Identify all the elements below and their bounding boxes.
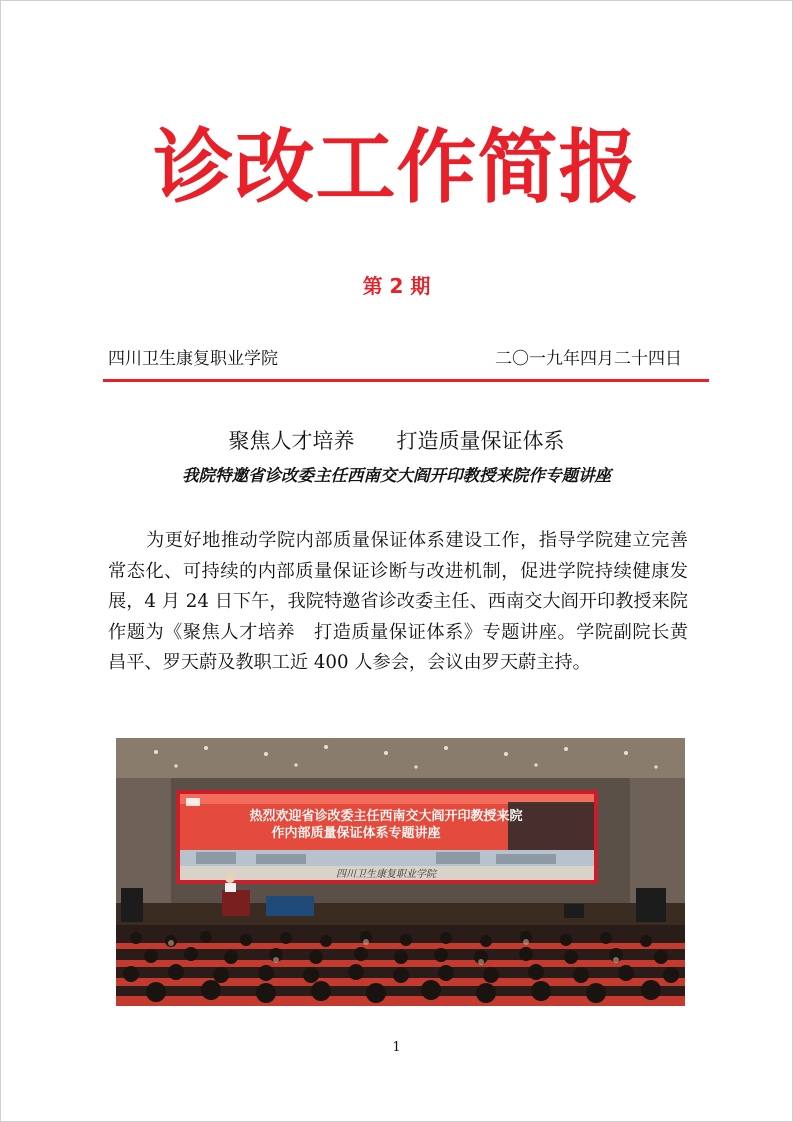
screen-banner: 四川卫生康复职业学院 xyxy=(336,869,436,880)
issue-number: 第 2 期 xyxy=(362,274,431,298)
header-divider xyxy=(103,379,709,382)
newsletter-title: 诊改工作简报 xyxy=(153,121,640,214)
screen-caption-line1: 热烈欢迎省诊改委主任西南交大阎开印教授来院 xyxy=(249,809,523,824)
screen-caption-line2: 作内部质量保证体系专题讲座 xyxy=(271,826,441,841)
article-body: 为更好地推动学院内部质量保证体系建设工作，指导学院建立完善常态化、可持续的内部质量保证诊断与改进机制，促进学院持续健康发展，4 月 24 日下午，我院特邀省诊改委主任、西南交大阎开印教授来院作题为《聚焦人才培养 打造质量保证体系》专题讲座。学院副院长黄昌平、罗天蔚及教职工近 400 人参会，会议由罗天蔚主持。 xyxy=(108,530,688,673)
page-number: 1 xyxy=(392,1040,401,1055)
article-headline: 聚焦人才培养 打造质量保证体系 xyxy=(228,429,565,453)
organization-name: 四川卫生康复职业学院 xyxy=(108,349,278,369)
article-subheadline: 我院特邀省诊改委主任西南交大阎开印教授来院作专题讲座 xyxy=(182,466,611,485)
publication-date: 二〇一九年四月二十四日 xyxy=(495,349,682,369)
lecture-photo xyxy=(116,738,685,1006)
